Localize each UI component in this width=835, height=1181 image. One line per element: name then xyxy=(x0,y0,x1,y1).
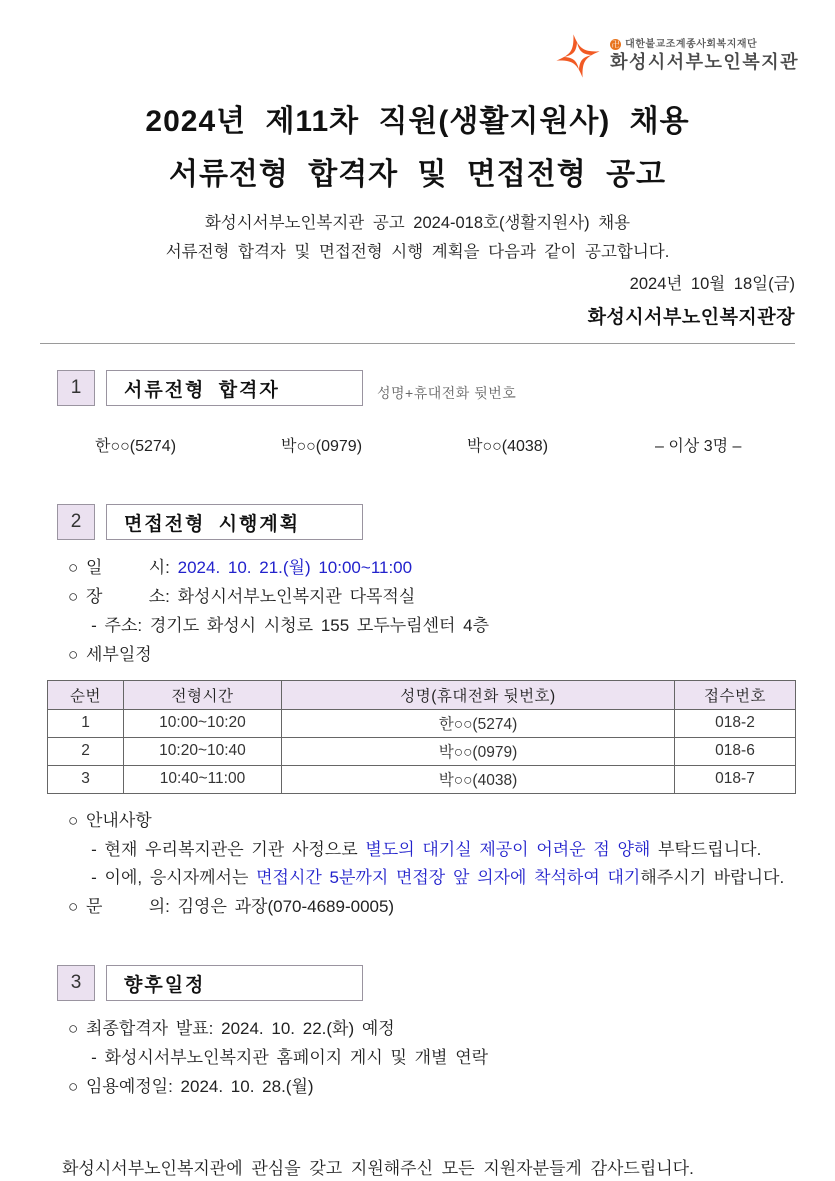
notice-label: ○ 안내사항 xyxy=(68,810,152,830)
section-1-header xyxy=(57,370,835,406)
table-header-row xyxy=(48,680,796,709)
cell-seq: 3 xyxy=(48,765,124,793)
section-3-header xyxy=(57,965,835,1001)
cell-time: 10:40~11:00 xyxy=(124,765,282,793)
interview-address-line: - 주소: 경기도 화성시 시청로 155 모두누림센터 4층 xyxy=(68,615,490,635)
notice-1-pre: - 현재 우리복지관은 기관 사정으로 xyxy=(68,839,366,859)
section-2-title: 면접전형 시행계획 xyxy=(106,504,363,540)
section-2-header xyxy=(57,504,835,540)
cell-regno: 018-2 xyxy=(675,709,796,737)
cell-regno: 018-6 xyxy=(675,737,796,765)
section-3-title: 향후일정 xyxy=(106,965,363,1001)
final-result-line: ○ 최종합격자 발표: 2024. 10. 22.(화) 예정 xyxy=(68,1019,395,1039)
cell-name: 한○○(5274) xyxy=(282,709,675,737)
thanks-message: 화성시서부노인복지관에 관심을 갖고 지원해주신 모든 지원자분들게 감사드립니다. xyxy=(62,1158,694,1178)
header-regno: 접수번호 xyxy=(675,680,796,709)
foundation-row xyxy=(610,39,799,52)
cell-regno: 018-7 xyxy=(675,765,796,793)
header-seq: 순번 xyxy=(48,680,124,709)
final-result-sub-line: - 화성시서부노인복지관 홈페이지 게시 및 개별 연락 xyxy=(68,1048,489,1068)
pass-name-1: 한○○(5274) xyxy=(95,438,177,456)
document-title xyxy=(0,0,835,201)
jogye-emblem-icon: 卍 xyxy=(611,39,620,49)
section-3-number: 3 xyxy=(57,965,95,1001)
notice-line-1 xyxy=(68,836,835,865)
appointment-date-line: ○ 임용예정일: 2024. 10. 28.(월) xyxy=(68,1077,314,1097)
contact-line: ○ 문 의: 김영은 과장(070-4689-0005) xyxy=(68,897,395,917)
pass-name-3: 박○○(4038) xyxy=(467,438,549,456)
header-name: 성명(휴대전화 뒷번호) xyxy=(282,680,675,709)
notice-1-highlight: 별도의 대기실 제공이 어려운 점 양해 xyxy=(365,839,651,859)
table-row xyxy=(48,765,796,793)
datetime-value: 2024. 10. 21.(월) 10:00~11:00 xyxy=(177,558,413,578)
announcement-date: 2024년 10월 18일(금) xyxy=(629,274,795,293)
interview-plan-list xyxy=(0,554,835,670)
datetime-label: ○ 일 시: xyxy=(68,558,178,578)
logo-text xyxy=(610,39,799,74)
cell-time: 10:00~10:20 xyxy=(124,709,282,737)
org-name: 화성시서부노인복지관 xyxy=(610,52,799,72)
notice-2-pre: - 이에, 응시자께서는 xyxy=(68,868,257,888)
future-schedule-list xyxy=(0,1015,835,1102)
notice-list xyxy=(0,807,835,923)
notice-line-2 xyxy=(68,864,835,893)
cell-name: 박○○(0979) xyxy=(282,737,675,765)
interview-place-line: ○ 장 소: 화성시서부노인복지관 다목적실 xyxy=(68,587,416,607)
intro-line-1: 화성시서부노인복지관 공고 2024-018호(생활지원사) 채용 xyxy=(204,214,631,232)
pass-total: – 이상 3명 – xyxy=(655,438,742,456)
section-1-number: 1 xyxy=(57,370,95,406)
cell-seq: 1 xyxy=(48,709,124,737)
notice-2-post: 해주시기 바랍니다. xyxy=(640,868,785,888)
intro-line-2: 서류전형 합격자 및 면접전형 시행 계획을 다음과 같이 공고합니다. xyxy=(165,242,670,261)
horizontal-divider xyxy=(40,343,795,344)
cell-time: 10:20~10:40 xyxy=(124,737,282,765)
pass-name-2: 박○○(0979) xyxy=(281,438,363,456)
table-row xyxy=(48,709,796,737)
intro-paragraph xyxy=(0,209,835,267)
section-1-note: 성명+휴대전화 뒷번호 xyxy=(377,385,517,402)
signature-block xyxy=(0,271,835,329)
org-logo xyxy=(555,33,799,79)
cell-seq: 2 xyxy=(48,737,124,765)
pass-list xyxy=(0,433,835,456)
title-line-1: 2024년 제11차 직원(생활지원사) 채용 xyxy=(145,105,690,138)
interview-schedule-table xyxy=(47,680,796,794)
cell-name: 박○○(4038) xyxy=(282,765,675,793)
interview-datetime-line xyxy=(68,554,835,583)
detail-schedule-label: ○ 세부일정 xyxy=(68,644,152,664)
table-row xyxy=(48,737,796,765)
notice-2-highlight: 면접시간 5분까지 면접장 앞 의자에 착석하여 대기 xyxy=(256,868,641,888)
title-line-2: 서류전형 합격자 및 면접전형 공고 xyxy=(168,157,667,191)
header-time: 전형시간 xyxy=(124,680,282,709)
signer-name: 화성시서부노인복지관장 xyxy=(587,307,795,329)
section-2-number: 2 xyxy=(57,504,95,540)
notice-1-post: 부탁드립니다. xyxy=(650,839,762,859)
section-1-title: 서류전형 합격자 xyxy=(106,370,363,406)
foundation-name: 대한불교조계종사회복지재단 xyxy=(625,38,758,50)
pinwheel-star-icon xyxy=(555,33,601,79)
